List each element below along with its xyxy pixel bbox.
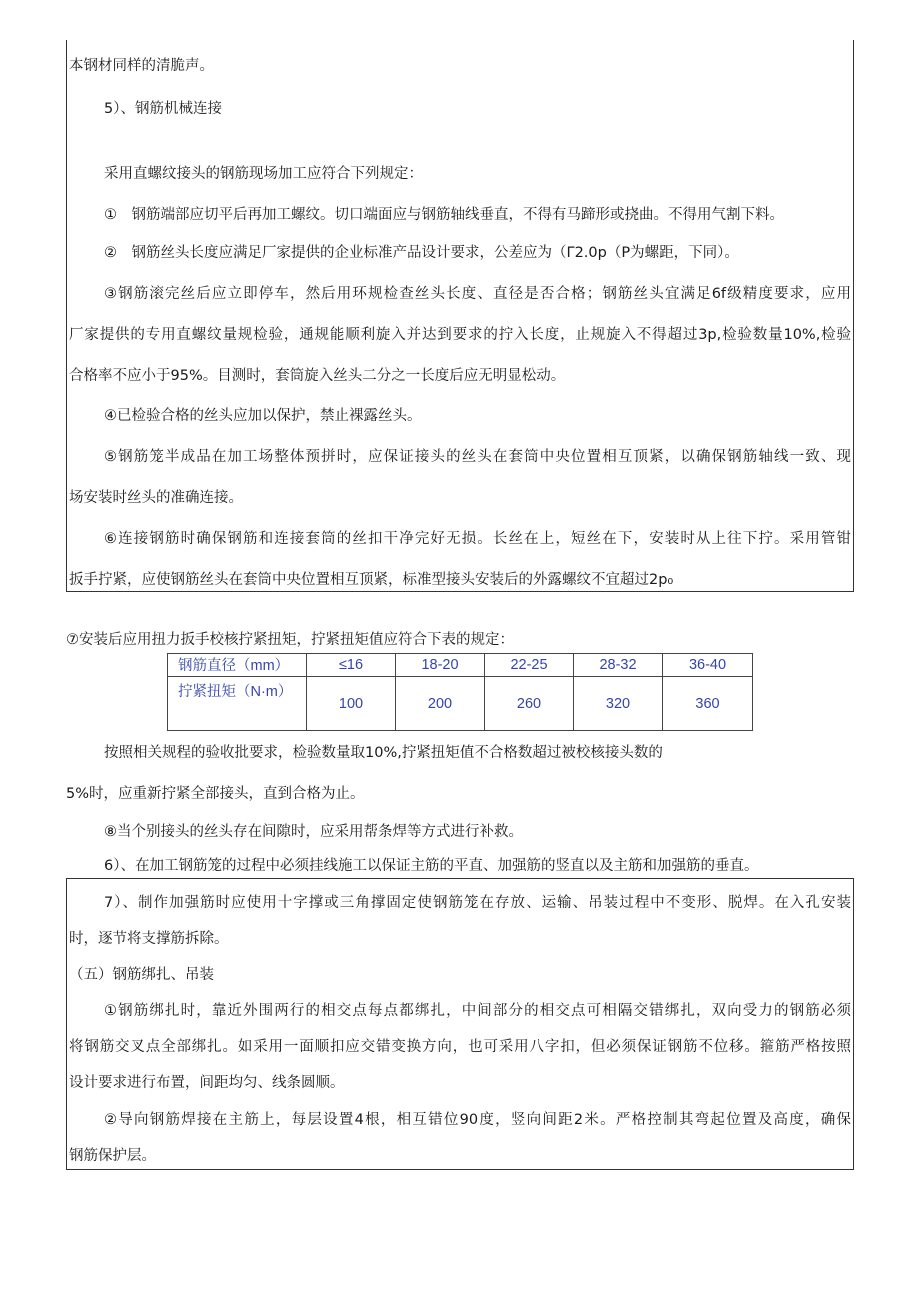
intro-paragraph: 采用直螺纹接头的钢筋现场加工应符合下列规定： (104, 166, 423, 182)
section-5-title: （五）钢筋绑扎、吊装 (69, 967, 214, 983)
torque-cell: 100 (307, 677, 396, 731)
torque-cell: 360 (663, 677, 753, 731)
diameter-cell: 18-20 (396, 654, 485, 677)
tie-item-2-line-1: ②导向钢筋焊接在主筋上，每层设置4根，相互错位90度，竖向间距2米。严格控制其弯起位置及高度，确保 (104, 1112, 851, 1128)
torque-cell: 260 (485, 677, 574, 731)
upper-content-frame (66, 40, 854, 592)
torque-check-title: ⑦安装后应用扭力扳手校核拧紧扭矩，拧紧扭矩值应符合下表的规定： (66, 632, 514, 648)
rule-item-4: ④已检验合格的丝头应加以保护，禁止裸露丝头。 (104, 408, 422, 424)
torque-cell: 320 (574, 677, 663, 731)
tie-item-1-line-3: 设计要求进行布置，间距均匀、线条圆顺。 (69, 1075, 345, 1091)
acceptance-line-1: 按照相关规程的验收批要求，检验数量取10%,拧紧扭矩值不合格数超过被校核接头数的 (104, 745, 663, 761)
tie-item-1-line-1: ①钢筋绑扎时，靠近外围两行的相交点每点都绑扎，中间部分的相交点可相隔交错绑扎，双向受力的钢筋必须 (104, 1003, 851, 1019)
rule-item-3-line-3: 合格率不应小于95%。目测时，套筒旋入丝头二分之一长度后应无明显松动。 (69, 368, 566, 384)
tie-item-1-line-2: 将钢筋交叉点全部绑扎。如采用一面顺扣应交错变换方向，也可采用八字扣，但必须保证钢筋不位移。箍筋严格按照 (69, 1039, 851, 1055)
rule-item-2: ② 钢筋丝头长度应满足厂家提供的企业标准产品设计要求，公差应为（Γ2.0p（P为螺距，下同）。 (104, 245, 739, 261)
diameter-cell: 36-40 (663, 654, 753, 677)
torque-row-header: 拧紧扭矩（N·m） (168, 677, 307, 731)
diameter-row-header: 钢筋直径（mm） (168, 654, 307, 677)
rule-item-6-line-2: 扳手拧紧，应使钢筋丝头在套筒中央位置相互顶紧，标准型接头安装后的外露螺纹不宜超过2p₀ (69, 572, 674, 588)
diameter-cell: 22-25 (485, 654, 574, 677)
table-row (168, 654, 753, 677)
heading-mechanical-connection: 5）、钢筋机械连接 (104, 101, 222, 117)
heading-7-line-1: 7）、制作加强筋时应使用十字撑或三角撑固定使钢筋笼在存放、运输、吊装过程中不变形、脱焊。在入孔安装 (104, 895, 851, 911)
heading-7-line-2: 时，逐节将支撑筋拆除。 (69, 931, 229, 947)
rule-item-6-line-1: ⑥连接钢筋时确保钢筋和连接套筒的丝扣干净完好无损。长丝在上，短丝在下，安装时从上往下拧。采用管钳 (104, 531, 851, 547)
heading-6: 6）、在加工钢筋笼的过程中必须挂线施工以保证主筋的平直、加强筋的竖直以及主筋和加强筋的垂直。 (104, 858, 759, 874)
torque-cell: 200 (396, 677, 485, 731)
torque-table (167, 653, 753, 731)
rule-item-5-line-1: ⑤钢筋笼半成品在加工场整体预拼时，应保证接头的丝头在套筒中央位置相互顶紧，以确保钢筋轴线一致、现 (104, 449, 851, 465)
rule-item-5-line-2: 场安装时丝头的准确连接。 (69, 490, 243, 506)
rule-item-1: ① 钢筋端部应切平后再加工螺纹。切口端面应与钢筋轴线垂直，不得有马蹄形或挠曲。不得用气割下料。 (104, 207, 784, 223)
diameter-cell: ≤16 (307, 654, 396, 677)
acceptance-line-2: 5%时，应重新拧紧全部接头，直到合格为止。 (66, 786, 365, 802)
table-row (168, 677, 753, 731)
rule-item-3-line-2: 厂家提供的专用直螺纹量规检验，通规能顺利旋入并达到要求的拧入长度，止规旋入不得超过3p,检验数量10%,检验 (69, 327, 851, 343)
continued-text-line: 本钢材同样的清脆声。 (69, 58, 214, 74)
diameter-cell: 28-32 (574, 654, 663, 677)
rule-item-8: ⑧当个别接头的丝头存在间隙时，应采用帮条焊等方式进行补救。 (104, 824, 523, 840)
rule-item-3-line-1: ③钢筋滚完丝后应立即停车，然后用环规检查丝头长度、直径是否合格；钢筋丝头宜满足6f级精度要求，应用 (104, 286, 851, 302)
tie-item-2-line-2: 钢筋保护层。 (69, 1148, 156, 1164)
